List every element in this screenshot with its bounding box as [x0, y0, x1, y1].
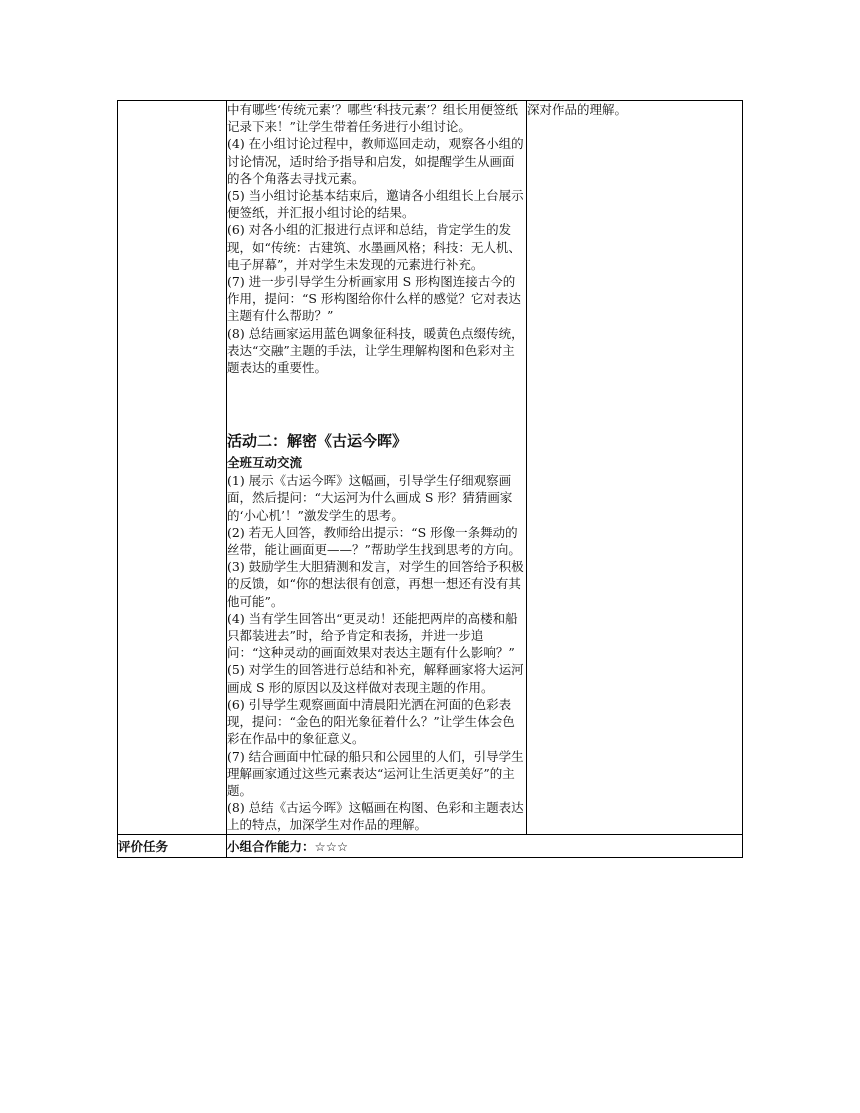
procedure-paragraph: (3) 鼓励学生大胆猜测和发言，对学生的回答给予积极的反馈，如“你的想法很有创意，再想一想还有没有其他可能”。: [227, 559, 524, 609]
design-intent-cell: 深对作品的理解。: [527, 101, 743, 835]
procedure-paragraph: (8) 总结《古运今晖》这幅画在构图、色彩和主题表达上的特点，加深学生对作品的理解。: [227, 800, 524, 833]
procedure-paragraph: (1) 展示《古运今晖》这幅画，引导学生仔细观察画面，然后提问：“大运河为什么画成 S 形？猜猜画家的‘小心机’！”激发学生的思考。: [227, 473, 513, 523]
evaluation-row: [118, 834, 743, 857]
procedure-paragraph: (6) 对各小组的汇报进行点评和总结，肯定学生的发现，如“传统：古建筑、水墨画风格；科技：无人机、电子屏幕”，并对学生未发现的元素进行补充。: [227, 222, 521, 272]
evaluation-label: 评价任务: [118, 834, 227, 857]
activity-title: 活动二：解密《古运今晖》: [227, 432, 408, 451]
left-cell: [118, 101, 227, 835]
activity-procedure-cell: [227, 101, 527, 835]
star-rating: ☆☆☆: [314, 838, 349, 854]
procedure-paragraph: 中有哪些‘传统元素’？哪些‘科技元素’？组长用便签纸记录下来！”让学生带着任务进行小组讨论。: [227, 102, 518, 135]
procedure-paragraph: (6) 引导学生观察画面中清晨阳光洒在河面的色彩表现，提问：“金色的阳光象征着什么？”让学生体会色彩在作品中的象征意义。: [227, 696, 515, 747]
procedure-paragraph: (4) 当有学生回答出“更灵动！还能把两岸的高楼和船只都装进去”时，给予肯定和表扬，并进一步追问：“这种灵动的画面效果对表达主题有什么影响？”: [227, 610, 518, 661]
evaluation-criterion: 小组合作能力：: [227, 838, 315, 854]
procedure-paragraph: (5) 对学生的回答进行总结和补充，解释画家将大运河画成 S 形的原因以及这样做对表现主题的作用。: [227, 662, 524, 695]
activity-row: [118, 101, 743, 835]
lesson-plan-table: [117, 100, 743, 858]
procedure-paragraph: (7) 结合画面中忙碌的船只和公园里的人们，引导学生理解画家通过这些元素表达“运河让生活更美好”的主题。: [227, 748, 524, 798]
procedure-paragraph: (5) 当小组讨论基本结束后，邀请各小组组长上台展示便签纸，并汇报小组讨论的结果。: [227, 188, 524, 221]
procedure-paragraph: (2) 若无人回答，教师给出提示：“S 形像一条舞动的丝带，能让画面更——？”帮助学生找到思考的方向。: [227, 524, 521, 558]
procedure-paragraph: (8) 总结画家运用蓝色调象征科技，暖黄色点缀传统，表达“交融”主题的手法，让学生理解构图和色彩对主题表达的重要性。: [227, 325, 524, 376]
spacer: [227, 376, 526, 428]
evaluation-content: [227, 834, 743, 857]
procedure-paragraph: (4) 在小组讨论过程中，教师巡回走动，观察各小组的讨论情况，适时给予指导和启发，如提醒学生从画面的各个角落去寻找元素。: [227, 136, 524, 186]
procedure-paragraph: (7) 进一步引导学生分析画家用 S 形构图连接古今的作用，提问：“S 形构图给你什么样的感觉？它对表达主题有什么帮助？”: [227, 274, 521, 324]
activity-subtitle: 全班互动交流: [227, 455, 303, 471]
